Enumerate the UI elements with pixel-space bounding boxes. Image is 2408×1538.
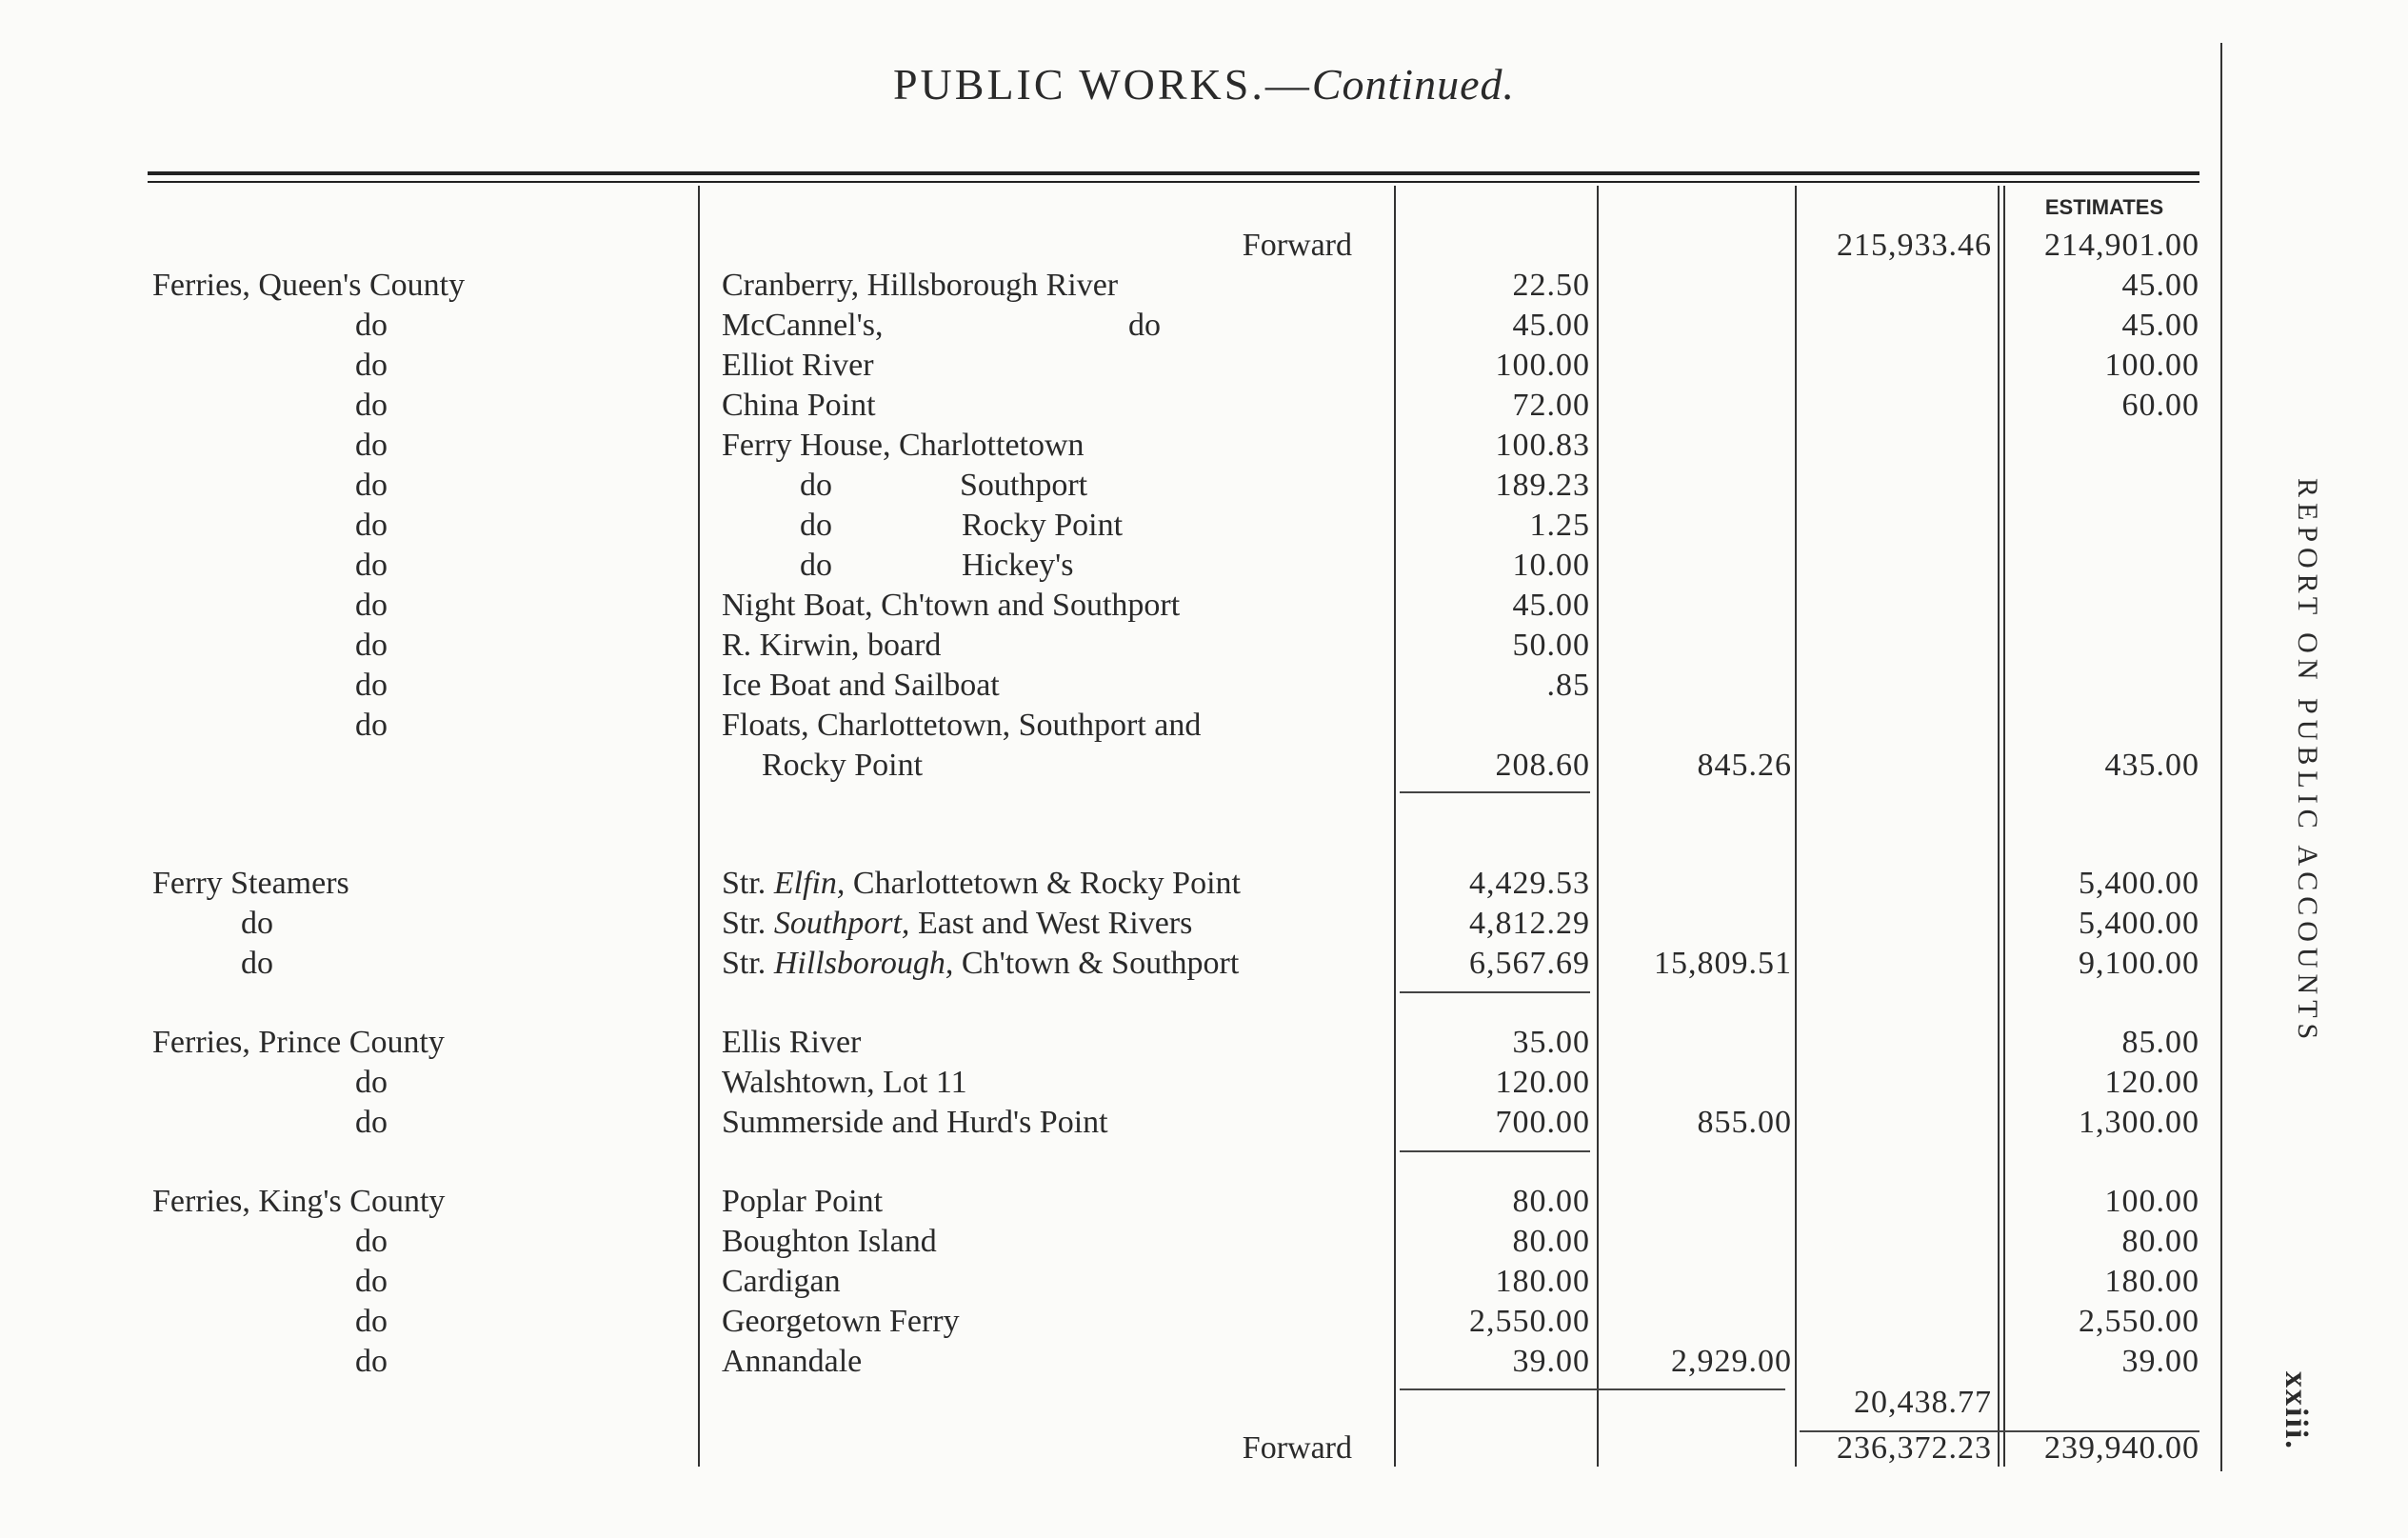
subtotal-value: 845.26 (1697, 748, 1792, 783)
ditto-mark: do (355, 1264, 388, 1299)
forward-estimate: 239,940.00 (2044, 1430, 2199, 1466)
forward-total: 236,372.23 (1837, 1430, 1992, 1466)
forward-label: Forward (1242, 1430, 1352, 1466)
item-label: Cranberry, Hillsborough River (722, 268, 1119, 303)
ditto-mark: do (355, 1105, 388, 1140)
estimate-value: 45.00 (2121, 268, 2199, 303)
amount-value: 1.25 (1529, 508, 1590, 543)
column-divider (1597, 186, 1599, 1467)
amount-value: 2,550.00 (1469, 1304, 1590, 1339)
amount-value: .85 (1546, 668, 1590, 703)
item-label: Hickey's (962, 548, 1074, 583)
estimate-value: 85.00 (2121, 1025, 2199, 1060)
item-label: Elliot River (722, 348, 874, 383)
estimate-value: 60.00 (2121, 388, 2199, 423)
forward-label: Forward (1242, 228, 1352, 263)
section-label-kings: Ferries, King's County (152, 1184, 446, 1219)
ditto-mark: do (355, 628, 388, 663)
page-total: 20,438.77 (1854, 1385, 1992, 1420)
item-label: Southport (960, 468, 1088, 503)
item-label: Ice Boat and Sailboat (722, 668, 1000, 703)
subtotal-value: 15,809.51 (1654, 946, 1792, 981)
page-number: xxiii. (2279, 1371, 2314, 1450)
ditto-mark: do (355, 1224, 388, 1259)
item-label: Walshtown, Lot 11 (722, 1065, 967, 1100)
estimate-value: 120.00 (2104, 1065, 2199, 1100)
column-divider (698, 186, 700, 1467)
item-label: Floats, Charlottetown, Southport and (722, 708, 1202, 743)
amount-value: 35.00 (1512, 1025, 1590, 1060)
amount-value: 100.00 (1495, 348, 1590, 383)
amount-value: 39.00 (1512, 1344, 1590, 1379)
subtotal-value: 2,929.00 (1671, 1344, 1792, 1379)
item-label (722, 904, 1192, 944)
item-label: Ellis River (722, 1025, 862, 1060)
column-divider (2003, 186, 2005, 1467)
ditto-mark: do (355, 1304, 388, 1339)
ditto-mark: do (241, 946, 273, 981)
subtotal-value: 855.00 (1697, 1105, 1792, 1140)
item-label-continued: Rocky Point (762, 748, 924, 783)
vessel-name: Hillsborough, (773, 946, 954, 981)
ditto-mark: do (355, 588, 388, 623)
ditto-mark: do (355, 468, 388, 503)
item-label (722, 944, 1239, 984)
item-ditto: do (1128, 308, 1161, 343)
estimate-value: 39.00 (2121, 1344, 2199, 1379)
ditto-mark: do (355, 548, 388, 583)
ditto-mark: do (355, 708, 388, 743)
vessel-name: Elfin, (773, 866, 846, 901)
estimate-value: 100.00 (2104, 348, 2199, 383)
forward-total: 215,933.46 (1837, 228, 1992, 263)
amount-value: 208.60 (1495, 748, 1590, 783)
estimate-value: 180.00 (2104, 1264, 2199, 1299)
item-label (722, 864, 1241, 904)
amount-value: 120.00 (1495, 1065, 1590, 1100)
amount-value: 22.50 (1512, 268, 1590, 303)
item-label: Summerside and Hurd's Point (722, 1105, 1108, 1140)
estimate-value: 5,400.00 (2079, 866, 2199, 901)
estimate-value: 5,400.00 (2079, 906, 2199, 941)
column-divider (1795, 186, 1797, 1467)
estimate-value: 1,300.00 (2079, 1105, 2199, 1140)
item-ditto: do (800, 468, 832, 503)
ditto-mark: do (355, 668, 388, 703)
amount-value: 45.00 (1512, 588, 1590, 623)
subtotal-rule (1400, 991, 1590, 993)
page-heading (0, 59, 2408, 110)
item-ditto: do (800, 548, 832, 583)
heading-dash: — (1264, 60, 1312, 109)
section-label-prince: Ferries, Prince County (152, 1025, 445, 1060)
item-label: McCannel's, (722, 308, 884, 343)
ditto-mark: do (355, 508, 388, 543)
estimates-header: ESTIMATES (2044, 195, 2164, 219)
item-label: Cardigan (722, 1264, 841, 1299)
section-label-steamers: Ferry Steamers (152, 866, 349, 901)
item-label: China Point (722, 388, 876, 423)
item-label: R. Kirwin, board (722, 628, 942, 663)
amount-value: 189.23 (1495, 468, 1590, 503)
estimate-value: 45.00 (2121, 308, 2199, 343)
amount-value: 100.83 (1495, 428, 1590, 463)
item-prefix: Str. (722, 946, 766, 981)
amount-value: 80.00 (1512, 1224, 1590, 1259)
ditto-mark: do (241, 906, 273, 941)
section-label-queens: Ferries, Queen's County (152, 268, 466, 303)
ditto-mark: do (355, 1065, 388, 1100)
subtotal-rule (1400, 1150, 1590, 1152)
amount-value: 80.00 (1512, 1184, 1590, 1219)
estimate-value: 2,550.00 (2079, 1304, 2199, 1339)
item-route: East and West Rivers (917, 906, 1193, 941)
item-label: Boughton Island (722, 1224, 937, 1259)
amount-value: 50.00 (1512, 628, 1590, 663)
estimate-value: 9,100.00 (2079, 946, 2199, 981)
ditto-mark: do (355, 348, 388, 383)
item-label: Annandale (722, 1344, 863, 1379)
item-prefix: Str. (722, 906, 766, 941)
amount-value: 700.00 (1495, 1105, 1590, 1140)
estimate-value: 100.00 (2104, 1184, 2199, 1219)
item-label: Ferry House, Charlottetown (722, 428, 1085, 463)
item-prefix: Str. (722, 866, 766, 901)
column-divider (1394, 186, 1396, 1467)
amount-value: 180.00 (1495, 1264, 1590, 1299)
header-rule-thick (148, 171, 2199, 175)
header-rule-thin (148, 181, 2199, 183)
ditto-mark: do (355, 388, 388, 423)
item-route: Ch'town & Southport (961, 946, 1240, 981)
amount-value: 72.00 (1512, 388, 1590, 423)
item-ditto: do (800, 508, 832, 543)
estimate-value: 435.00 (2104, 748, 2199, 783)
amount-value: 45.00 (1512, 308, 1590, 343)
item-label: Georgetown Ferry (722, 1304, 960, 1339)
side-title: REPORT ON PUBLIC ACCOUNTS (2292, 478, 2323, 1046)
forward-estimate: 214,901.00 (2044, 228, 2199, 263)
ditto-mark: do (355, 308, 388, 343)
vessel-name: Southport, (773, 906, 910, 941)
amount-value: 4,812.29 (1469, 906, 1590, 941)
amount-value: 6,567.69 (1469, 946, 1590, 981)
ditto-mark: do (355, 1344, 388, 1379)
heading-title: PUBLIC WORKS. (892, 60, 1265, 109)
item-label: Poplar Point (722, 1184, 884, 1219)
heading-continued: Continued. (1311, 60, 1516, 109)
ditto-mark: do (355, 428, 388, 463)
subtotal-rule (1400, 791, 1590, 793)
column-divider (1998, 186, 2000, 1467)
amount-value: 4,429.53 (1469, 866, 1590, 901)
amount-value: 10.00 (1512, 548, 1590, 583)
estimate-value: 80.00 (2121, 1224, 2199, 1259)
right-margin-line (2220, 43, 2222, 1471)
item-label: Night Boat, Ch'town and Southport (722, 588, 1181, 623)
item-route: Charlottetown & Rocky Point (852, 866, 1241, 901)
item-label: Rocky Point (962, 508, 1124, 543)
subtotal-rule (1400, 1388, 1785, 1390)
